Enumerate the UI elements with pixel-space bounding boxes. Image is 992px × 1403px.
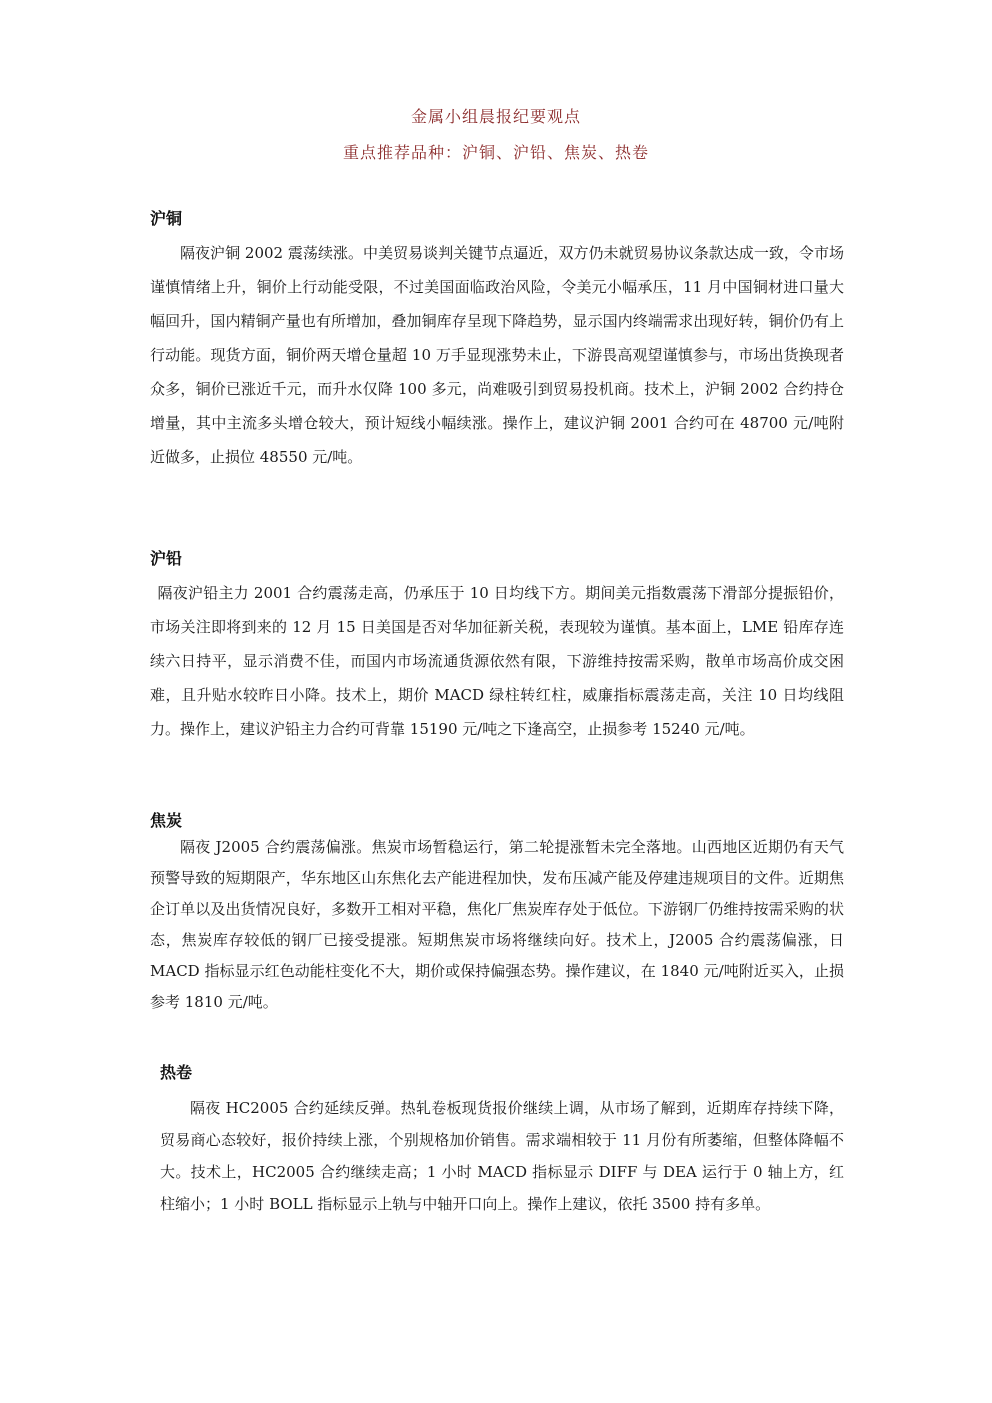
section-body: 隔夜沪铅主力 2001 合约震荡走高，仍承压于 10 日均线下方。期间美元指数震荡下滑部分提振铅价，市场关注即将到来的 12 月 15 日美国是否对华加征新关税，表现较为谨慎。基本面上，LME 铅库存连续六日持平，显示消费不佳，而国内市场流通货源依然有限，下游维持按需采购，散单市场高价成交困难，且升贴水较昨日小降。技术上，期价 MACD 绿柱转红柱，威廉指标震荡走高，关注 10 日均线阻力。操作上，建议沪铅主力合约可背靠 15190 元/吨之下逢高空，止损参考 15240 元/吨。 (150, 584, 844, 738)
section-heading: 沪铅 (150, 549, 183, 568)
section-hot-rolled-coil (160, 1060, 844, 1220)
section-coke (150, 808, 844, 1018)
section-lead (150, 546, 844, 746)
section-body: 隔夜 HC2005 合约延续反弹。热轧卷板现货报价继续上调，从市场了解到，近期库存持续下降，贸易商心态较好，报价持续上涨，个别规格加价销售。需求端相较于 11 月份有所萎缩，但整体降幅不大。技术上，HC2005 合约继续走高；1 小时 MACD 指标显示 DIFF 与 DEA 运行于 0 轴上方，红柱缩小；1 小时 BOLL 指标显示上轨与中轴开口向上。操作上建议，依托 3500 持有多单。 (160, 1099, 844, 1213)
report-subtitle: 重点推荐品种：沪铜、沪铅、焦炭、热卷 (342, 143, 649, 162)
section-body: 隔夜 J2005 合约震荡偏涨。焦炭市场暂稳运行，第二轮提涨暂未完全落地。山西地区近期仍有天气预警导致的短期限产，华东地区山东焦化去产能进程加快，发布压减产能及停建违规项目的文件。近期焦企订单以及出货情况良好，多数开工相对平稳，焦化厂焦炭库存处于低位。下游钢厂仍维持按需采购的状态，焦炭库存较低的钢厂已接受提涨。短期焦炭市场将继续向好。技术上，J2005 合约震荡偏涨，日 MACD 指标显示红色动能柱变化不大，期价或保持偏强态势。操作建议，在 1840 元/吨附近买入，止损参考 1810 元/吨。 (150, 838, 844, 1011)
section-body: 隔夜沪铜 2002 震荡续涨。中美贸易谈判关键节点逼近，双方仍未就贸易协议条款达成一致，令市场谨慎情绪上升，铜价上行动能受限，不过美国面临政治风险，令美元小幅承压，11 月中国铜材进口量大幅回升，国内精铜产量也有所增加，叠加铜库存呈现下降趋势，显示国内终端需求出现好转，铜价仍有上行动能。现货方面，铜价两天增仓量超 10 万手显现涨势未止，下游畏高观望谨慎参与，市场出货换现者众多，铜价已涨近千元，而升水仅降 100 多元，尚难吸引到贸易投机商。技术上，沪铜 2002 合约持仓增量，其中主流多头增仓较大，预计短线小幅续涨。操作上，建议沪铜 2001 合约可在 48700 元/吨附近做多，止损位 48550 元/吨。 (150, 244, 844, 466)
section-heading: 沪铜 (150, 209, 183, 228)
section-copper (150, 206, 844, 474)
section-heading: 热卷 (160, 1063, 193, 1082)
section-heading: 焦炭 (150, 811, 183, 830)
report-title: 金属小组晨报纪要观点 (410, 107, 581, 126)
